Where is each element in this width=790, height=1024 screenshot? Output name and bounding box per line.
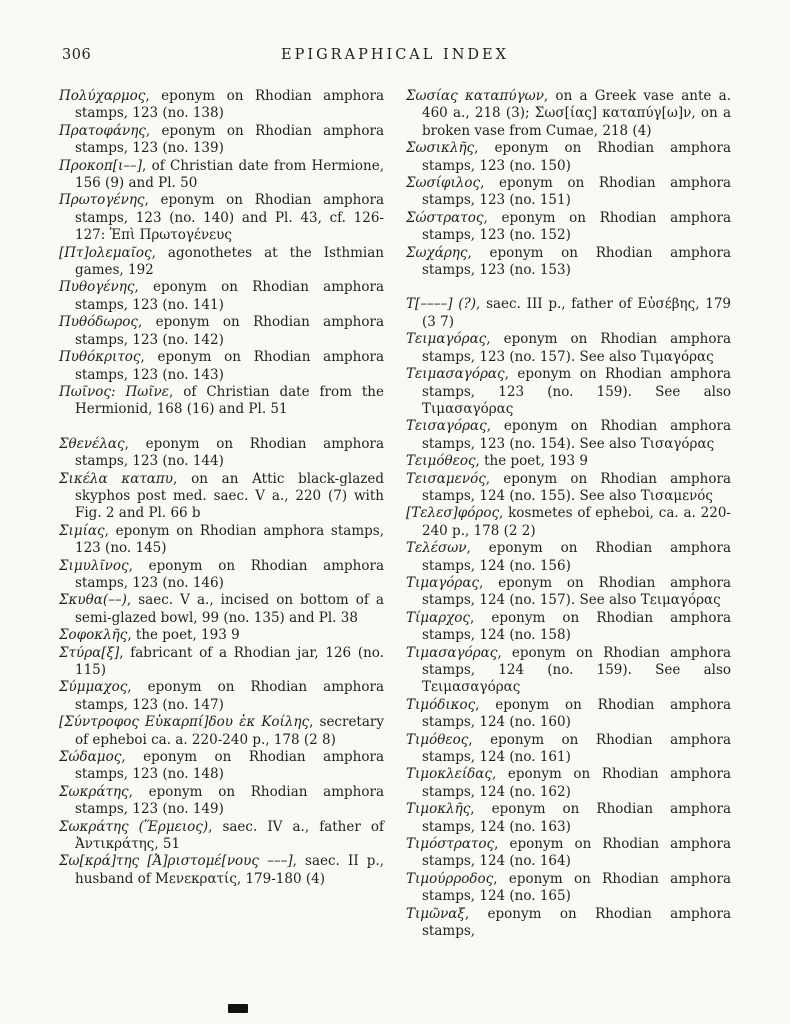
- index-entry: [406, 331, 731, 366]
- entry-term: Τιμοκλείδας: [406, 766, 492, 783]
- entry-term: Τιμούρροδος: [406, 870, 494, 887]
- entry-text: , eponym on Rhodian amphora stamps, 123 (no. 153): [422, 244, 731, 279]
- index-entry: [59, 88, 384, 123]
- entry-term: Στύρα[ξ]: [59, 644, 120, 661]
- entry-term: Σωσικλῆς: [406, 140, 475, 157]
- entry-text: , eponym on Rhodian amphora stamps, 124 (no. 156): [422, 540, 731, 574]
- entry-term: Προκοπ[ι––]: [59, 157, 143, 174]
- entry-term: Πρατοφάνης: [59, 122, 146, 139]
- index-entry: [406, 906, 731, 941]
- index-entry: [406, 296, 731, 331]
- entry-term: Σθενέλας: [59, 435, 125, 452]
- entry-term: Σιμίας: [59, 522, 105, 539]
- entry-text: , eponym on Rhodian amphora stamps, 123 (no. 148): [75, 749, 384, 783]
- index-entry: [406, 140, 731, 175]
- entry-term: Σωκράτης: [59, 783, 129, 800]
- index-entry: [406, 175, 731, 210]
- entry-term: Σώστρατος: [406, 209, 484, 226]
- index-entry: [406, 88, 731, 140]
- entry-text: , eponym on Rhodian amphora stamps, 124 (no. 164): [422, 836, 731, 870]
- index-entry: [406, 505, 731, 540]
- entry-text: , eponym on Rhodian amphora stamps, 124 (no. 160): [422, 696, 731, 731]
- entry-term: Τιμῶναξ: [406, 905, 465, 922]
- entry-text: , eponym on Rhodian amphora stamps, 123 (no. 147): [75, 679, 384, 713]
- entry-text: , eponym on Rhodian amphora stamps, 123 (no. 143): [75, 349, 384, 383]
- entry-text: , eponym on Rhodian amphora stamps, 123 (no. 149): [75, 783, 384, 818]
- entry-text: , eponym on Rhodian amphora stamps, 124 (no. 165): [422, 870, 731, 905]
- index-entry: [406, 245, 731, 280]
- index-entry: [59, 279, 384, 314]
- entry-text: , agonothetes at the Isthmian games, 192: [75, 244, 384, 279]
- index-entry: [406, 418, 731, 453]
- entry-text: , eponym on Rhodian amphora stamps, 123 (no. 159). See also Τιμασαγόρας: [422, 366, 731, 417]
- entry-text: , the poet, 193 9: [127, 627, 240, 644]
- index-entry: [406, 697, 731, 732]
- page-header: [0, 0, 790, 70]
- entry-term: Σοφοκλῆς: [59, 627, 128, 644]
- entry-text: , eponym on Rhodian amphora stamps, 123 (no. 157). See also Τιμαγόρας: [422, 331, 731, 365]
- index-entry: [59, 349, 384, 384]
- entry-text: , fabricant of a Rhodian jar, 126 (no. 115): [75, 644, 384, 678]
- index-columns: [0, 88, 790, 941]
- entry-term: [Σύντροφος Εὐκαρπί]δου ἐκ Κοίλης: [59, 714, 310, 731]
- entry-term: Τιμαγόρας: [406, 574, 479, 591]
- entry-text: , eponym on Rhodian amphora stamps, 124 (no. 161): [422, 731, 731, 766]
- entry-term: [Τελεσ]φόρος: [406, 505, 500, 522]
- index-entry: [59, 592, 384, 627]
- entry-term: Τειμαγόρας: [406, 331, 487, 348]
- entry-term: Τεισαμενός: [406, 470, 486, 487]
- entry-term: Τεισαγόρας: [406, 418, 487, 435]
- entry-term: Τ[––––] (?): [406, 296, 477, 313]
- index-entry: [406, 766, 731, 801]
- entry-text: , eponym on Rhodian amphora stamps, 123 (no. 146): [75, 557, 384, 591]
- index-entry: [59, 784, 384, 819]
- index-entry: [59, 436, 384, 471]
- entry-term: Τιμοκλῆς: [406, 801, 471, 818]
- index-entry: [59, 523, 384, 558]
- entry-term: [Πτ]ολεμαῖος: [59, 244, 152, 261]
- entry-text: , eponym on Rhodian amphora stamps, 123 (no. 139): [75, 122, 384, 157]
- index-entry: [59, 627, 384, 644]
- entry-text: , eponym on Rhodian amphora stamps,: [422, 905, 731, 940]
- entry-text: , saec. III p., father of Εὐσέβης, 179 (3 7): [422, 296, 731, 330]
- print-artifact: [228, 1004, 248, 1013]
- entry-term: Τιμασαγόρας: [406, 644, 498, 661]
- index-entry: [59, 645, 384, 680]
- entry-term: Πυθογένης: [59, 279, 135, 296]
- entry-text: , saec. IV a., father of Ἀντικράτης, 51: [75, 818, 384, 853]
- index-entry: [406, 471, 731, 506]
- entry-term: Τιμόδικος: [406, 696, 476, 713]
- index-entry: [59, 471, 384, 523]
- index-entry: [406, 836, 731, 871]
- entry-term: Σικέλα καταπυ: [59, 470, 174, 487]
- entry-text: , eponym on Rhodian amphora stamps, 123 (no. 154). See also Τισαγόρας: [422, 418, 731, 452]
- right-column: [406, 88, 731, 941]
- entry-term: Πολύχαρμος: [59, 88, 146, 104]
- entry-term: Σωσίας καταπύγων: [406, 88, 544, 104]
- index-entry: [59, 714, 384, 749]
- page-number: 306: [62, 47, 92, 63]
- entry-text: , secretary of epheboi ca. a. 220-240 p., 178 (2 8): [75, 714, 384, 748]
- index-entry: [59, 749, 384, 784]
- index-entry: [406, 540, 731, 575]
- index-entry: [406, 610, 731, 645]
- entry-term: Σκυθα(––): [59, 592, 127, 609]
- entry-text: , eponym on Rhodian amphora stamps, 123 (no. 145): [75, 522, 384, 557]
- entry-term: Τελέσων: [406, 540, 467, 557]
- entry-text: , eponym on Rhodian amphora stamps, 124 (no. 159). See also Τειμασαγόρας: [422, 644, 731, 696]
- entry-term: Τιμόθεος: [406, 731, 469, 748]
- index-entry: [406, 453, 731, 470]
- entry-text: , eponym on Rhodian amphora stamps, 123 (no. 144): [75, 435, 384, 470]
- entry-text: , on a Greek vase ante a. 460 a., 218 (3); Σωσ[ίας] καταπύγ[ω]ν, on a broken vase from Cumae, 218 (4): [422, 88, 731, 139]
- entry-term: Σώδαμος: [59, 749, 122, 766]
- entry-text: , kosmetes of epheboi, ca. a. 220-240 p., 178 (2 2): [422, 505, 731, 539]
- index-entry: [406, 575, 731, 610]
- entry-text: , eponym on Rhodian amphora stamps, 124 (no. 158): [422, 609, 731, 644]
- index-entry: [59, 192, 384, 244]
- entry-term: Σωχάρης: [406, 244, 468, 261]
- entry-text: , of Christian date from Hermione, 156 (9) and Pl. 50: [75, 157, 384, 192]
- entry-term: Σω[κρά]της [Ἀ]ριστομέ[νους –––]: [59, 853, 293, 870]
- entry-term: Σύμμαχος: [59, 679, 128, 696]
- left-column: [59, 88, 384, 941]
- entry-text: , eponym on Rhodian amphora stamps, 124 (no. 157). See also Τειμαγόρας: [422, 574, 731, 609]
- index-entry: [59, 314, 384, 349]
- entry-text: , eponym on Rhodian amphora stamps, 123 (no. 152): [422, 209, 731, 244]
- entry-text: , of Christian date from the Hermionid, 168 (16) and Pl. 51: [75, 383, 384, 418]
- entry-term: Τειμόθεος: [406, 453, 476, 470]
- entry-text: , saec. V a., incised on bottom of a semi-glazed bowl, 99 (no. 135) and Pl. 38: [75, 592, 384, 626]
- entry-text: , eponym on Rhodian amphora stamps, 124 (no. 163): [422, 801, 731, 835]
- entry-term: Σιμυλῖνος: [59, 557, 129, 574]
- index-entry: [59, 123, 384, 158]
- entry-term: Τειμασαγόρας: [406, 366, 505, 383]
- index-entry: [406, 732, 731, 767]
- entry-text: , eponym on Rhodian amphora stamps, 123 (no. 140) and Pl. 43, cf. 126-127: Ἐπὶ Πρωτογένευς: [75, 192, 384, 244]
- index-entry: [406, 366, 731, 418]
- index-entry: [406, 871, 731, 906]
- entry-term: Πωῖνος: Πωῖνε: [59, 383, 169, 400]
- entry-term: Τιμόστρατος: [406, 836, 495, 853]
- entry-term: Πρωτογένης: [59, 192, 145, 209]
- index-entry: [59, 679, 384, 714]
- entry-term: Σωσίφιλος: [406, 175, 481, 192]
- entry-text: , the poet, 193 9: [475, 453, 588, 470]
- index-entry: [59, 558, 384, 593]
- index-entry: [406, 210, 731, 245]
- entry-text: , eponym on Rhodian amphora stamps, 123 (no. 141): [75, 279, 384, 313]
- index-entry: [59, 384, 384, 419]
- entry-text: , eponym on Rhodian amphora stamps, 124 (no. 162): [422, 766, 731, 800]
- index-entry: [59, 158, 384, 193]
- entry-term: Πυθόκριτος: [59, 349, 141, 366]
- index-entry: [406, 645, 731, 697]
- index-entry: [59, 853, 384, 888]
- entry-term: Σωκράτης (Ἕρμειος): [59, 818, 209, 835]
- entry-text: , on an Attic black-glazed skyphos post med. saec. V a., 220 (7) with Fig. 2 and Pl. 66 b: [75, 470, 384, 522]
- entry-text: , saec. II p., husband of Μενεκρατίς, 179-180 (4): [75, 853, 385, 887]
- entry-term: Πυθόδωρος: [59, 314, 138, 331]
- index-entry: [59, 245, 384, 280]
- entry-text: , eponym on Rhodian amphora stamps, 123 (no. 151): [422, 175, 731, 209]
- page-title: EPIGRAPHICAL INDEX: [281, 47, 509, 63]
- index-entry: [406, 801, 731, 836]
- index-entry: [59, 819, 384, 854]
- entry-text: , eponym on Rhodian amphora stamps, 123 (no. 150): [422, 140, 731, 174]
- entry-text: , eponym on Rhodian amphora stamps, 123 (no. 138): [75, 88, 384, 122]
- entry-text: , eponym on Rhodian amphora stamps, 123 (no. 142): [75, 314, 384, 348]
- entry-term: Τίμαρχος: [406, 609, 470, 626]
- entry-text: , eponym on Rhodian amphora stamps, 124 (no. 155). See also Τισαμενός: [422, 470, 731, 504]
